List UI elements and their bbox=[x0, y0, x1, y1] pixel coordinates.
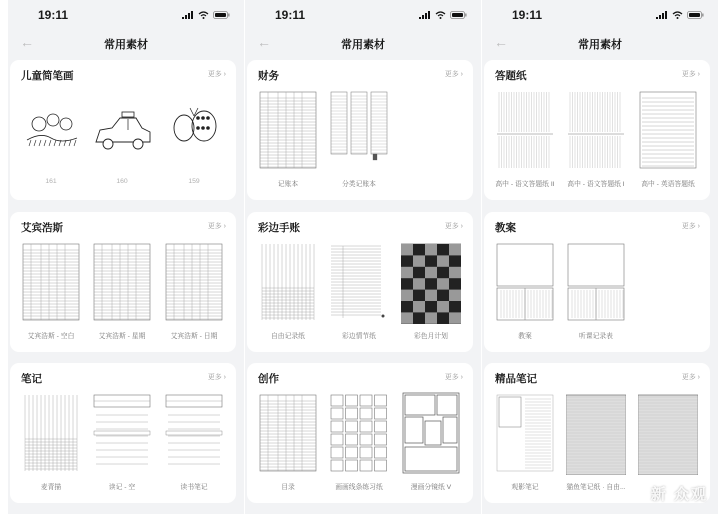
phone-screen bbox=[8, 0, 244, 514]
category-card bbox=[247, 212, 473, 352]
phone-screen bbox=[482, 0, 718, 514]
template-preview-image bbox=[495, 391, 555, 475]
template-item[interactable] bbox=[91, 240, 153, 340]
template-item[interactable] bbox=[20, 391, 82, 491]
template-preview-image bbox=[258, 88, 318, 172]
template-preview-image bbox=[401, 240, 461, 324]
template-item[interactable] bbox=[565, 88, 627, 188]
thumbnail-row bbox=[494, 88, 700, 188]
template-item[interactable] bbox=[565, 391, 627, 491]
clock: 19:11 bbox=[38, 8, 69, 22]
template-item[interactable] bbox=[163, 391, 225, 491]
card-title: 精品笔记 bbox=[495, 373, 537, 385]
template-thumbnail[interactable] bbox=[92, 88, 152, 172]
page-title: 常用素材 bbox=[341, 39, 385, 51]
template-label: 教案 bbox=[518, 333, 532, 340]
template-preview-image bbox=[21, 391, 81, 475]
template-thumbnail[interactable] bbox=[329, 391, 389, 475]
thumbnail-row bbox=[257, 240, 463, 340]
template-thumbnail[interactable] bbox=[164, 391, 224, 475]
template-preview-image bbox=[258, 391, 318, 475]
back-arrow-icon[interactable]: ← bbox=[494, 34, 508, 50]
template-label: 听课记录表 bbox=[579, 333, 613, 340]
status-bar bbox=[482, 0, 718, 30]
template-label: 目录 bbox=[281, 484, 295, 491]
template-thumbnail[interactable] bbox=[329, 88, 389, 172]
template-thumbnail[interactable] bbox=[495, 391, 555, 475]
template-item[interactable] bbox=[400, 240, 462, 340]
template-preview-image bbox=[164, 391, 224, 475]
more-link[interactable]: 更多 › bbox=[444, 374, 463, 381]
template-item[interactable] bbox=[494, 88, 556, 188]
template-item[interactable] bbox=[400, 391, 462, 491]
template-label: 艾宾浩斯 - 星期 bbox=[98, 333, 146, 340]
template-preview-image bbox=[21, 88, 81, 172]
thumbnail-row bbox=[257, 88, 463, 188]
template-item[interactable] bbox=[163, 88, 225, 185]
template-thumbnail[interactable] bbox=[401, 391, 461, 475]
template-item[interactable] bbox=[494, 240, 556, 340]
clock: 19:11 bbox=[512, 8, 543, 22]
back-arrow-icon[interactable]: ← bbox=[257, 34, 271, 50]
template-label: 彩色月计划 bbox=[414, 333, 448, 340]
battery-icon bbox=[450, 11, 467, 19]
template-thumbnail[interactable] bbox=[566, 88, 626, 172]
template-label: 记账本 bbox=[277, 181, 299, 188]
thumbnail-row bbox=[257, 391, 463, 491]
thumbnail-row bbox=[494, 391, 700, 491]
template-thumbnail[interactable] bbox=[92, 240, 152, 324]
template-thumbnail[interactable] bbox=[495, 88, 555, 172]
template-label: 漫画分镜纸 V bbox=[410, 484, 452, 491]
template-label: 160 bbox=[116, 178, 128, 185]
template-thumbnail[interactable] bbox=[21, 240, 81, 324]
more-link[interactable]: 更多 › bbox=[444, 71, 463, 78]
template-preview-image bbox=[164, 88, 224, 172]
category-card bbox=[484, 60, 710, 200]
page-title: 常用素材 bbox=[104, 39, 148, 51]
template-item[interactable] bbox=[20, 88, 82, 185]
template-thumbnail[interactable] bbox=[21, 88, 81, 172]
template-thumbnail[interactable] bbox=[258, 391, 318, 475]
template-preview-image bbox=[329, 88, 389, 172]
template-thumbnail[interactable] bbox=[566, 240, 626, 324]
template-preview-image bbox=[638, 88, 698, 172]
more-link[interactable]: 更多 › bbox=[444, 223, 463, 230]
battery-icon bbox=[687, 11, 704, 19]
clock: 19:11 bbox=[275, 8, 306, 22]
category-card bbox=[247, 60, 473, 200]
template-item[interactable] bbox=[637, 391, 699, 481]
more-link[interactable]: 更多 › bbox=[207, 223, 226, 230]
template-preview-image bbox=[164, 240, 224, 324]
thumbnail-row bbox=[20, 88, 226, 185]
watermark: 新 众观 bbox=[650, 486, 708, 503]
more-link[interactable]: 更多 › bbox=[681, 223, 700, 230]
template-preview-image bbox=[92, 391, 152, 475]
template-preview-image bbox=[566, 240, 626, 324]
nav-bar bbox=[482, 30, 718, 58]
template-item[interactable] bbox=[20, 240, 82, 340]
template-preview-image bbox=[401, 391, 461, 475]
template-label: 159 bbox=[188, 178, 200, 185]
template-label: 读记 - 空 bbox=[108, 484, 136, 491]
template-thumbnail[interactable] bbox=[566, 391, 626, 475]
template-label: 自由记录纸 bbox=[271, 333, 305, 340]
template-thumbnail[interactable] bbox=[164, 240, 224, 324]
category-card bbox=[484, 363, 710, 503]
template-item[interactable] bbox=[257, 391, 319, 491]
template-item[interactable] bbox=[565, 240, 627, 340]
template-label: 艾宾浩斯 - 空白 bbox=[27, 333, 75, 340]
more-link[interactable]: 更多 › bbox=[207, 374, 226, 381]
page-title: 常用素材 bbox=[578, 39, 622, 51]
template-label: 分类记账本 bbox=[342, 181, 376, 188]
template-thumbnail[interactable] bbox=[258, 88, 318, 172]
thumbnail-row bbox=[494, 240, 700, 340]
template-preview-image bbox=[329, 240, 389, 324]
category-card bbox=[10, 60, 236, 200]
template-thumbnail[interactable] bbox=[258, 240, 318, 324]
category-card bbox=[247, 363, 473, 503]
template-thumbnail[interactable] bbox=[92, 391, 152, 475]
template-preview-image bbox=[638, 391, 698, 475]
template-item[interactable] bbox=[494, 391, 556, 491]
card-title: 创作 bbox=[258, 373, 279, 385]
template-item[interactable] bbox=[637, 88, 699, 188]
template-thumbnail[interactable] bbox=[495, 240, 555, 324]
status-bar bbox=[8, 0, 244, 30]
category-card bbox=[10, 212, 236, 352]
category-card bbox=[10, 363, 236, 503]
phone-screen bbox=[245, 0, 481, 514]
nav-bar bbox=[245, 30, 481, 58]
status-icons bbox=[656, 11, 704, 19]
status-bar bbox=[245, 0, 481, 30]
signal-icon bbox=[182, 11, 194, 19]
template-thumbnail[interactable] bbox=[638, 88, 698, 172]
thumbnail-row bbox=[20, 240, 226, 340]
template-label: 高中 - 语文答题纸 I bbox=[567, 181, 625, 188]
template-thumbnail[interactable] bbox=[21, 391, 81, 475]
template-item[interactable] bbox=[257, 88, 319, 188]
template-thumbnail[interactable] bbox=[329, 240, 389, 324]
template-thumbnail[interactable] bbox=[164, 88, 224, 172]
back-arrow-icon[interactable]: ← bbox=[20, 34, 34, 50]
template-label: 读书笔记 bbox=[180, 484, 208, 491]
template-item[interactable] bbox=[163, 240, 225, 340]
template-item[interactable] bbox=[328, 391, 390, 491]
template-item[interactable] bbox=[328, 88, 390, 188]
template-label: 艾宾浩斯 - 日期 bbox=[170, 333, 218, 340]
template-thumbnail[interactable] bbox=[401, 240, 461, 324]
card-title: 艾宾浩斯 bbox=[21, 222, 63, 234]
card-title: 儿童简笔画 bbox=[21, 70, 74, 82]
template-label: 高中 - 英语答题纸 bbox=[641, 181, 695, 188]
template-label: 高中 - 语文答题纸 II bbox=[495, 181, 555, 188]
card-title: 答题纸 bbox=[495, 70, 527, 82]
template-item[interactable] bbox=[91, 88, 153, 185]
wifi-icon bbox=[435, 11, 446, 19]
template-label: 麦青描 bbox=[40, 484, 62, 491]
template-label: 画画线条练习纸 bbox=[335, 484, 383, 491]
template-preview-image bbox=[329, 391, 389, 475]
template-preview-image bbox=[21, 240, 81, 324]
template-preview-image bbox=[566, 391, 626, 475]
card-title: 财务 bbox=[258, 70, 279, 82]
signal-icon bbox=[419, 11, 431, 19]
more-link[interactable]: 更多 › bbox=[207, 71, 226, 78]
template-label: 观影笔记 bbox=[511, 484, 539, 491]
nav-bar bbox=[8, 30, 244, 58]
template-thumbnail[interactable] bbox=[638, 391, 698, 475]
template-preview-image bbox=[495, 88, 555, 172]
template-item[interactable] bbox=[257, 240, 319, 340]
template-preview-image bbox=[258, 240, 318, 324]
template-item[interactable] bbox=[328, 240, 390, 340]
wifi-icon bbox=[672, 11, 683, 19]
template-label: 161 bbox=[45, 178, 57, 185]
card-title: 彩边手账 bbox=[258, 222, 300, 234]
card-title: 教案 bbox=[495, 222, 516, 234]
template-item[interactable] bbox=[91, 391, 153, 491]
template-label: 彩边情节纸 bbox=[342, 333, 376, 340]
category-card bbox=[484, 212, 710, 352]
template-preview-image bbox=[566, 88, 626, 172]
more-link[interactable]: 更多 › bbox=[681, 374, 700, 381]
battery-icon bbox=[213, 11, 230, 19]
wifi-icon bbox=[198, 11, 209, 19]
template-preview-image bbox=[92, 88, 152, 172]
more-link[interactable]: 更多 › bbox=[681, 71, 700, 78]
thumbnail-row bbox=[20, 391, 226, 491]
template-preview-image bbox=[495, 240, 555, 324]
status-icons bbox=[419, 11, 467, 19]
signal-icon bbox=[656, 11, 668, 19]
template-label: 猫鱼笔记纸 · 自由... bbox=[566, 484, 626, 491]
card-title: 笔记 bbox=[21, 373, 42, 385]
template-preview-image bbox=[92, 240, 152, 324]
status-icons bbox=[182, 11, 230, 19]
